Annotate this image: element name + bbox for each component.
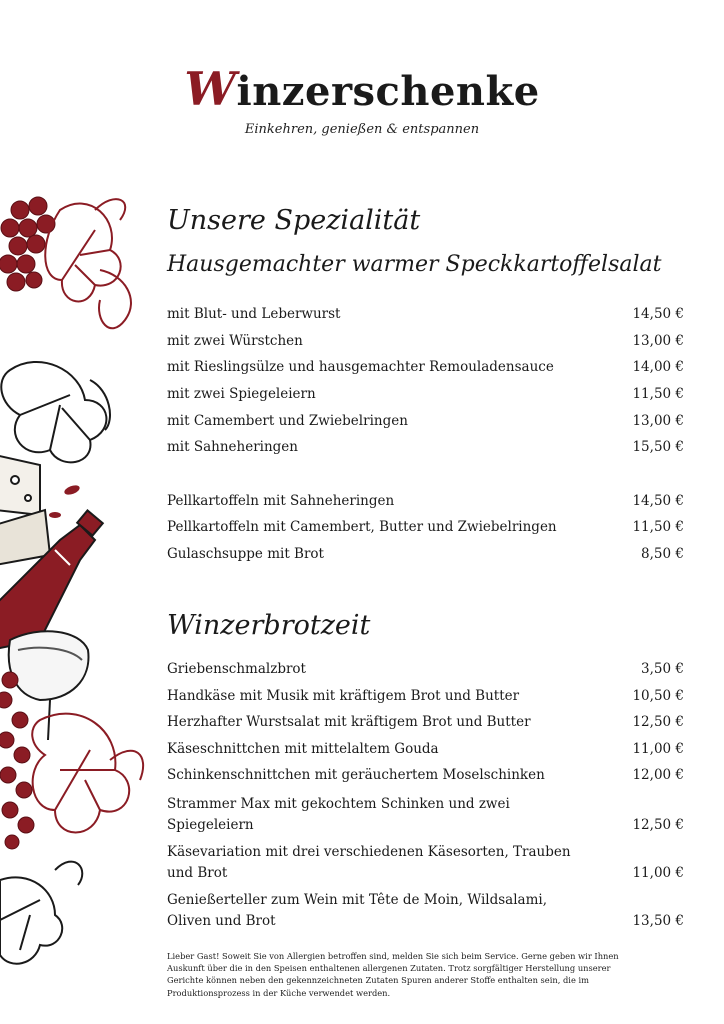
menu-item — [167, 712, 684, 733]
item-price: 8,50 € — [641, 546, 684, 562]
vine-leaf-icon — [0, 862, 82, 964]
item-name: Gulaschsuppe mit Brot — [167, 546, 324, 562]
specialty-title: Unsere Spezialität — [167, 205, 421, 236]
item-price: 11,00 € — [632, 865, 684, 881]
item-name: mit Rieslingsülze und hausgemachter Remouladensauce — [167, 359, 554, 375]
item-price: 14,00 € — [632, 359, 684, 375]
menu-item — [167, 437, 684, 458]
menu-item — [167, 765, 684, 786]
brotzeit-title: Winzerbrotzeit — [167, 610, 371, 641]
menu-item — [167, 794, 684, 836]
logo-text: inzerschenke — [236, 68, 540, 115]
item-price: 10,50 € — [632, 688, 684, 704]
menu-item — [167, 842, 684, 884]
item-name: mit Camembert und Zwiebelringen — [167, 413, 408, 429]
item-name: Pellkartoffeln mit Sahneheringen — [167, 493, 395, 509]
menu-item — [167, 304, 684, 325]
menu-item — [167, 544, 684, 565]
vine-leaf-icon — [1, 362, 110, 462]
restaurant-logo — [0, 62, 724, 116]
item-name: mit Blut- und Leberwurst — [167, 306, 341, 322]
item-price: 12,00 € — [632, 767, 684, 783]
menu-item — [167, 517, 684, 538]
item-price: 3,50 € — [641, 661, 684, 677]
menu-item — [167, 659, 684, 680]
item-price: 11,00 € — [632, 741, 684, 757]
item-name: Handkäse mit Musik mit kräftigem Brot und Butter — [167, 688, 520, 704]
item-name: Pellkartoffeln mit Camembert, Butter und Zwiebelringen — [167, 519, 557, 535]
cheese-icon — [0, 455, 50, 565]
item-price: 14,50 € — [632, 306, 684, 322]
item-name: Genießerteller zum Wein mit Tête de Moin, Wildsalami, Oliven und Brot — [167, 892, 548, 929]
menu-item — [167, 384, 684, 405]
item-price: 11,50 € — [632, 386, 684, 402]
item-name: Griebenschmalzbrot — [167, 661, 306, 677]
item-price: 13,50 € — [632, 913, 684, 929]
grape-bunch-icon — [0, 672, 34, 849]
item-name: mit zwei Spiegeleiern — [167, 386, 316, 402]
item-name: mit Sahneheringen — [167, 439, 298, 455]
allergen-note: Lieber Gast! Soweit Sie von Allergien betroffen sind, melden Sie sich beim Service. Gerne geben wir Ihnen Auskunft über die in den Speisen enthaltenen allergenen Zutaten. Trotz sorgfältiger Herstellung unserer Gerichte können neben den gekennzeichneten Zutaten Spuren anderer Stoffe enthalten sein, die im Produktionsprozess in der Küche verwendet werden. — [167, 951, 619, 998]
vine-leaf-icon — [45, 199, 131, 328]
menu-item — [167, 331, 684, 352]
item-name: Schinkenschnittchen mit geräuchertem Moselschinken — [167, 767, 545, 783]
vine-illustration — [0, 180, 160, 980]
menu-item — [167, 890, 684, 932]
item-price: 12,50 € — [632, 714, 684, 730]
specialty-subtitle: Hausgemachter warmer Speckkartoffelsalat — [167, 252, 662, 277]
item-price: 11,50 € — [632, 519, 684, 535]
item-name: Strammer Max mit gekochtem Schinken und zwei Spiegeleiern — [167, 796, 510, 833]
item-price: 13,00 € — [632, 413, 684, 429]
menu-item — [167, 686, 684, 707]
item-price: 15,50 € — [632, 439, 684, 455]
logo-initial: W — [184, 62, 237, 116]
item-name: mit zwei Würstchen — [167, 333, 303, 349]
menu-item — [167, 357, 684, 378]
item-price: 12,50 € — [632, 817, 684, 833]
item-name: Käseschnittchen mit mittelaltem Gouda — [167, 741, 439, 757]
menu-item — [167, 739, 684, 760]
item-name: Herzhafter Wurstsalat mit kräftigem Brot und Butter — [167, 714, 531, 730]
menu-item — [167, 411, 684, 432]
tagline: Einkehren, genießen & entspannen — [244, 122, 480, 137]
item-name: Käsevariation mit drei verschiedenen Käsesorten, Trauben und Brot — [167, 844, 571, 881]
item-price: 13,00 € — [632, 333, 684, 349]
item-price: 14,50 € — [632, 493, 684, 509]
menu-item — [167, 491, 684, 512]
